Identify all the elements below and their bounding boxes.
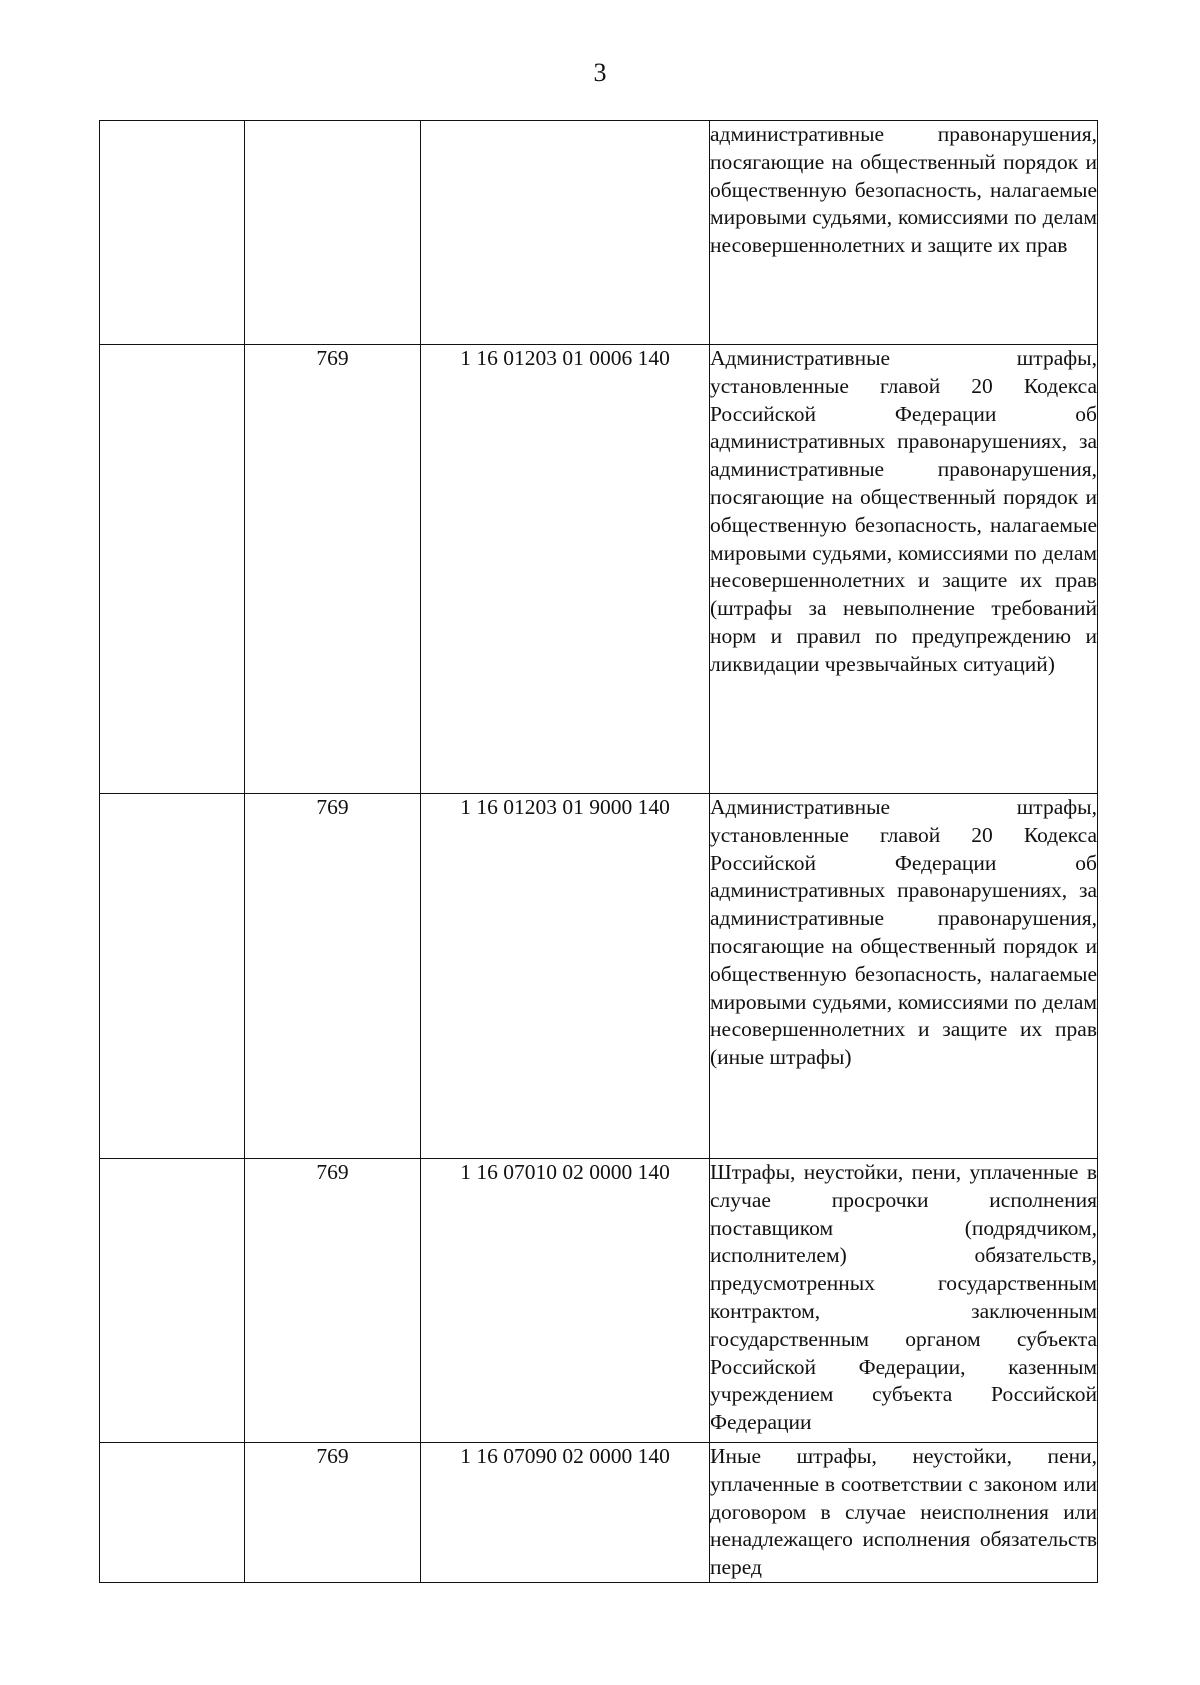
table-cell-kbk-code: 1 16 01203 01 9000 140	[421, 794, 710, 1159]
table-row	[100, 1443, 1098, 1583]
table-cell-admin-code: 769	[245, 345, 421, 794]
table-cell-description: Административные штрафы, установленные главой 20 Кодекса Российской Федерации об административных правонарушениях, за административные правонарушения, посягающие на общественный порядок и общественную безопасность, налагаемые мировыми судьями, комиссиями по делам несовершеннолетних и защите их прав (иные штрафы)	[710, 794, 1098, 1159]
table-cell-kbk-code: 1 16 01203 01 0006 140	[421, 345, 710, 794]
table-row	[100, 345, 1098, 794]
table-cell-admin-code: 769	[245, 794, 421, 1159]
page-number: 3	[593, 58, 607, 87]
table-row	[100, 1159, 1098, 1443]
table-cell-empty	[100, 1159, 245, 1443]
table-cell-description: Иные штрафы, неустойки, пени, уплаченные в соответствии с законом или договором в случае неисполнения или ненадлежащего исполнения обязательств перед	[710, 1443, 1098, 1583]
table-cell-description: административные правонарушения, посягающие на общественный порядок и общественную безопасность, налагаемые мировыми судьями, комиссиями по делам несовершеннолетних и защите их прав	[710, 121, 1098, 345]
table-cell-empty	[100, 1443, 245, 1583]
table-row	[100, 121, 1098, 345]
table-cell-admin-code: 769	[245, 1159, 421, 1443]
table-cell-admin-code	[245, 121, 421, 345]
table-cell-empty	[100, 121, 245, 345]
table-cell-admin-code: 769	[245, 1443, 421, 1583]
table-cell-empty	[100, 794, 245, 1159]
table-cell-kbk-code: 1 16 07010 02 0000 140	[421, 1159, 710, 1443]
table-cell-kbk-code: 1 16 07090 02 0000 140	[421, 1443, 710, 1583]
table-cell-description: Административные штрафы, установленные главой 20 Кодекса Российской Федерации об административных правонарушениях, за административные правонарушения, посягающие на общественный порядок и общественную безопасность, налагаемые мировыми судьями, комиссиями по делам несовершеннолетних и защите их прав (штрафы за невыполнение требований норм и правил по предупреждению и ликвидации чрезвычайных ситуаций)	[710, 345, 1098, 794]
table-cell-kbk-code	[421, 121, 710, 345]
table-row	[100, 794, 1098, 1159]
table-cell-description: Штрафы, неустойки, пени, уплаченные в случае просрочки исполнения поставщиком (подрядчиком, исполнителем) обязательств, предусмотренных государственным контрактом, заключенным государственным органом субъекта Российской Федерации, казенным учреждением субъекта Российской Федерации	[710, 1159, 1098, 1443]
revenue-codes-table	[99, 120, 1098, 1583]
table-cell-empty	[100, 345, 245, 794]
